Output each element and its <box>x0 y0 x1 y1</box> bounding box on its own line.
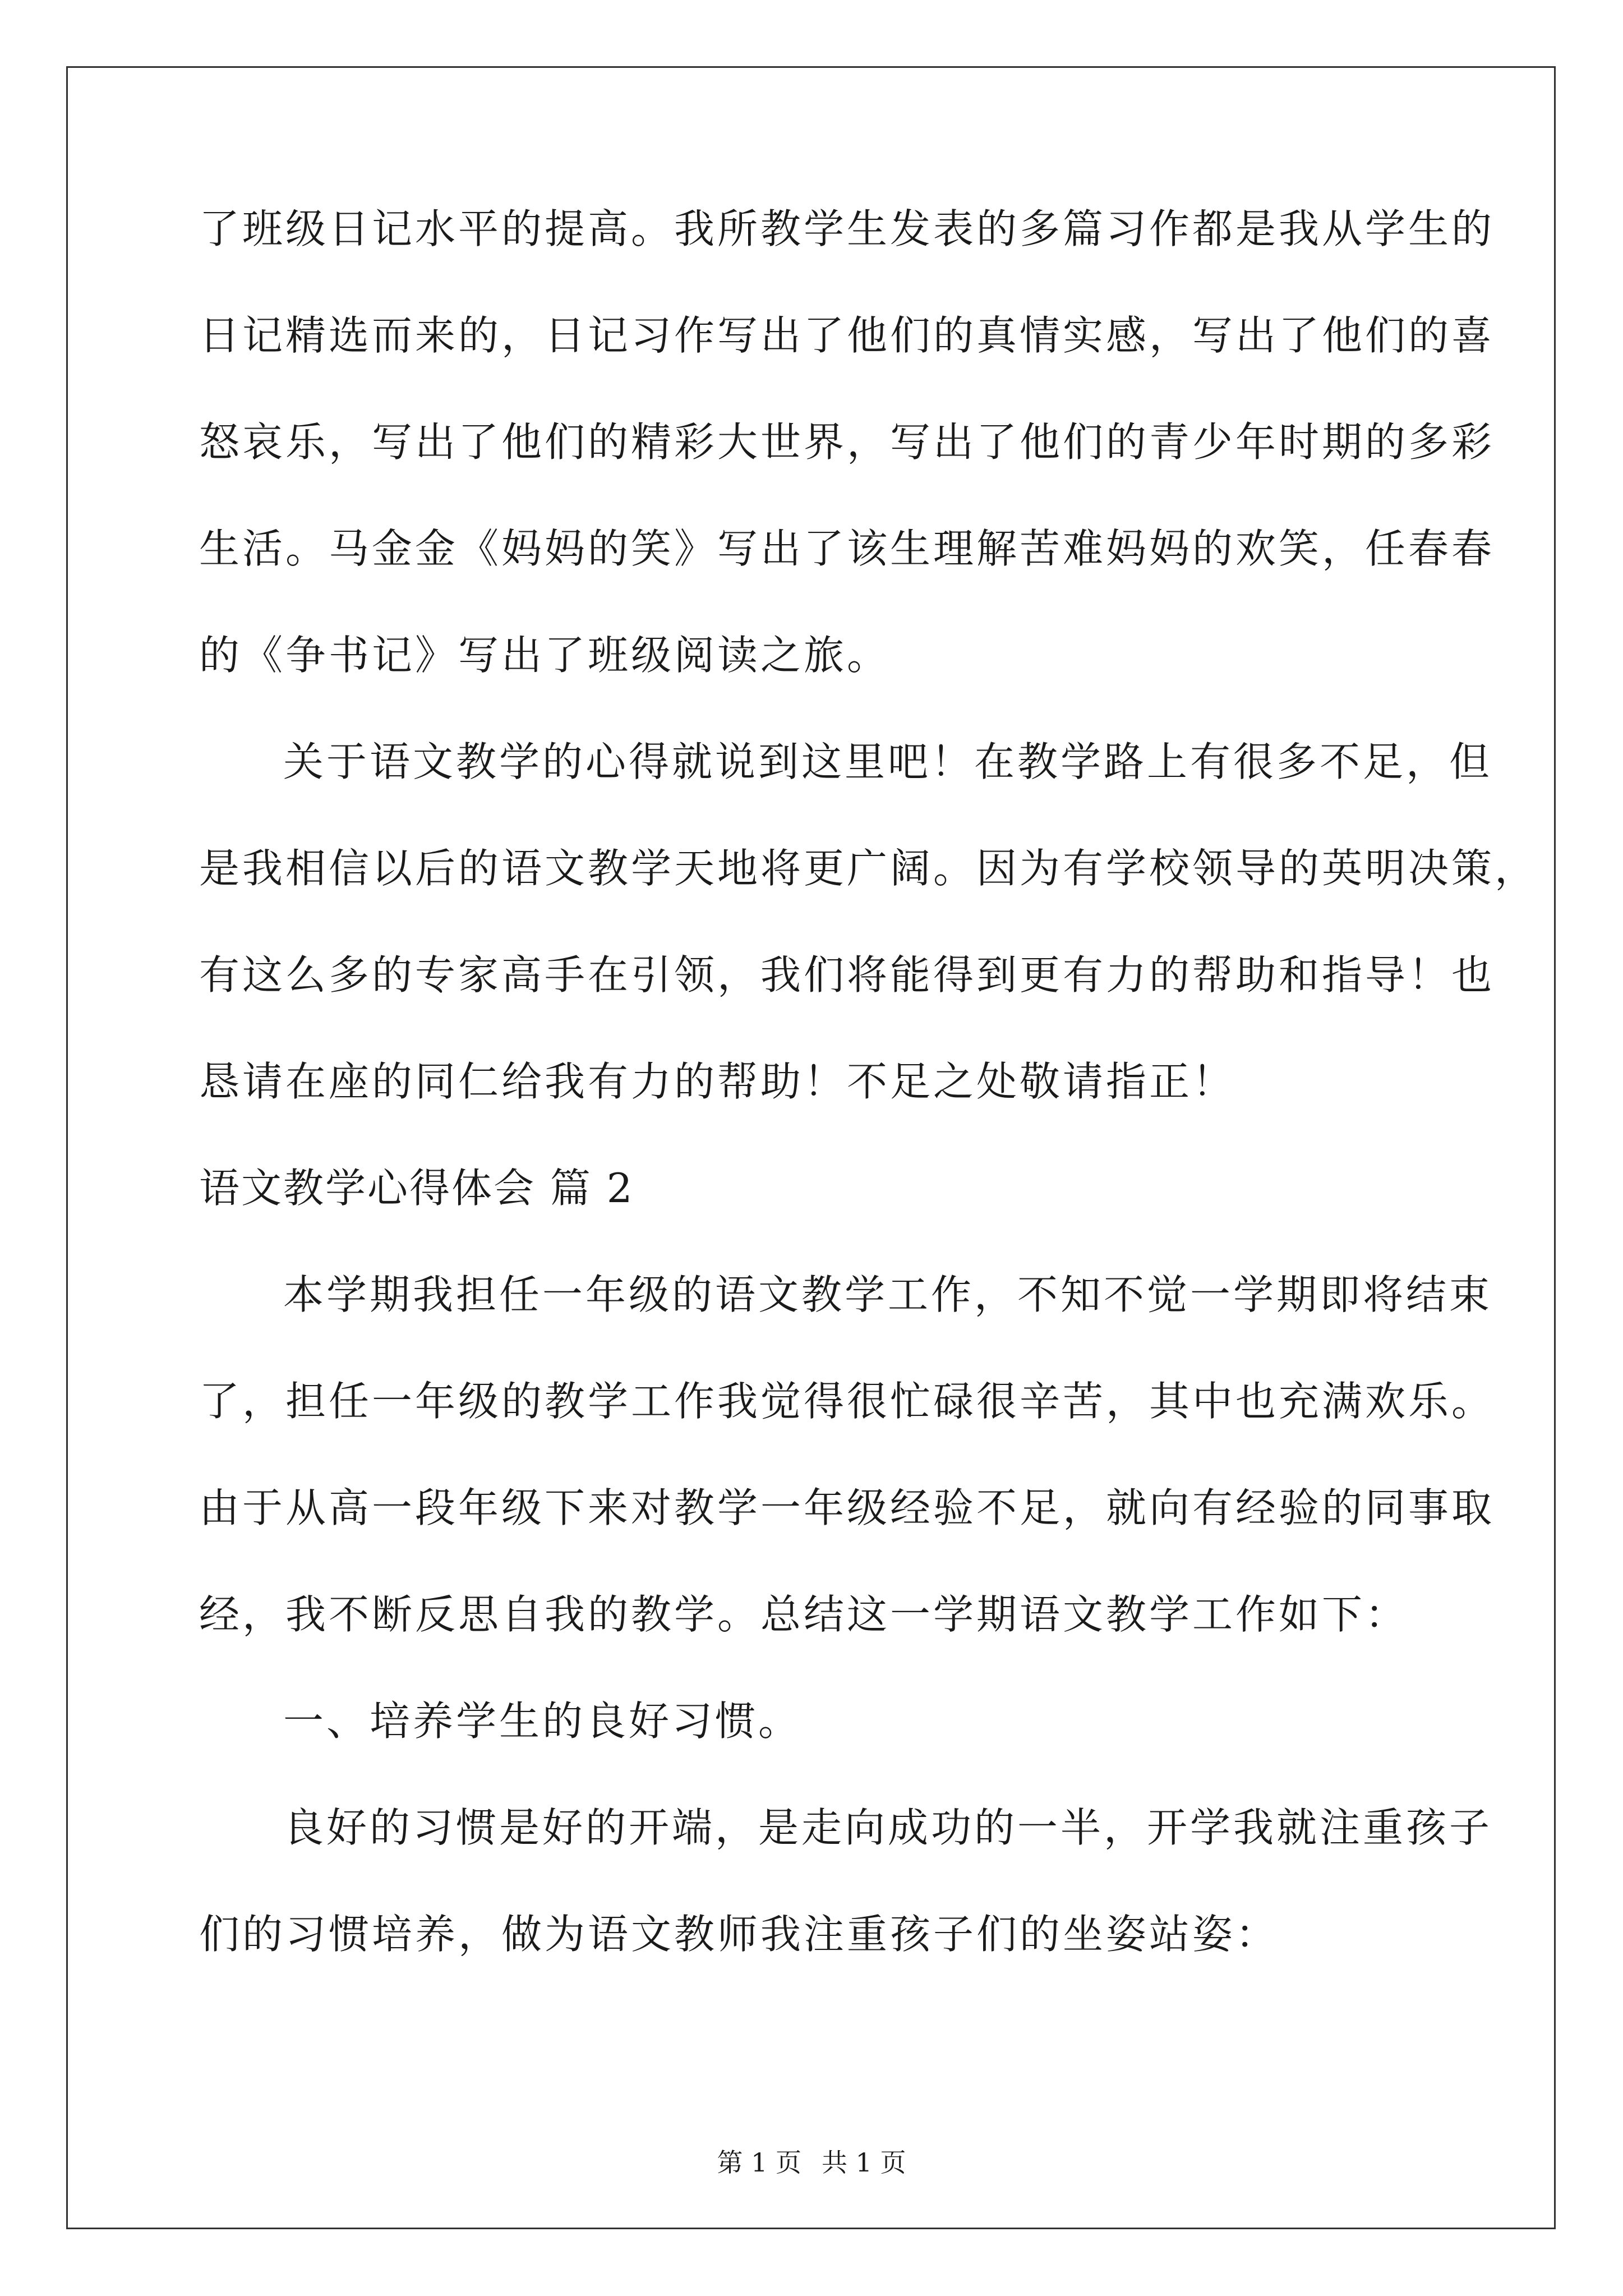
text-line: 们的习惯培养，做为语文教师我注重孩子们的坐姿站姿： <box>199 1911 1279 1958</box>
page-footer <box>0 2146 1623 2179</box>
text-line: 生活。马金金《妈妈的笑》写出了该生理解苦难妈妈的欢笑，任春春 <box>199 525 1495 572</box>
text-line: 经，我不断反思自我的教学。总结这一学期语文教学工作如下： <box>199 1591 1409 1638</box>
text-line: 恳请在座的同仁给我有力的帮助！不足之处敬请指正！ <box>199 1058 1236 1105</box>
text-line: 怒哀乐，写出了他们的精彩大世界，写出了他们的青少年时期的多彩 <box>199 418 1495 466</box>
page-number: 第 1 页 <box>717 2147 801 2178</box>
paragraph-start-line: 良好的习惯是好的开端，是走向成功的一半，开学我就注重孩子 <box>283 1804 1493 1851</box>
page-total: 共 1 页 <box>822 2147 906 2178</box>
text-line: 了，担任一年级的教学工作我觉得很忙碌很辛苦，其中也充满欢乐。 <box>199 1378 1495 1425</box>
text-line: 日记精选而来的，日记习作写出了他们的真情实感，写出了他们的喜 <box>199 312 1495 359</box>
paragraph-start-line: 本学期我担任一年级的语文教学工作，不知不觉一学期即将结束 <box>283 1271 1493 1318</box>
text-line: 是我相信以后的语文教学天地将更广阔。因为有学校领导的英明决策， <box>199 845 1538 892</box>
text-line: 有这么多的专家高手在引领，我们将能得到更有力的帮助和指导！也 <box>199 951 1495 999</box>
text-line: 的《争书记》写出了班级阅读之旅。 <box>199 632 891 679</box>
subsection-heading: 一、培养学生的良好习惯。 <box>283 1697 802 1745</box>
section-heading: 语文教学心得体会 篇 2 <box>199 1165 634 1212</box>
text-line: 由于从高一段年级下来对教学一年级经验不足，就向有经验的同事取 <box>199 1484 1495 1531</box>
text-line: 了班级日记水平的提高。我所教学生发表的多篇习作都是我从学生的 <box>199 205 1495 252</box>
document-body <box>199 202 1538 2014</box>
paragraph-start-line: 关于语文教学的心得就说到这里吧！在教学路上有很多不足，但 <box>283 738 1493 785</box>
